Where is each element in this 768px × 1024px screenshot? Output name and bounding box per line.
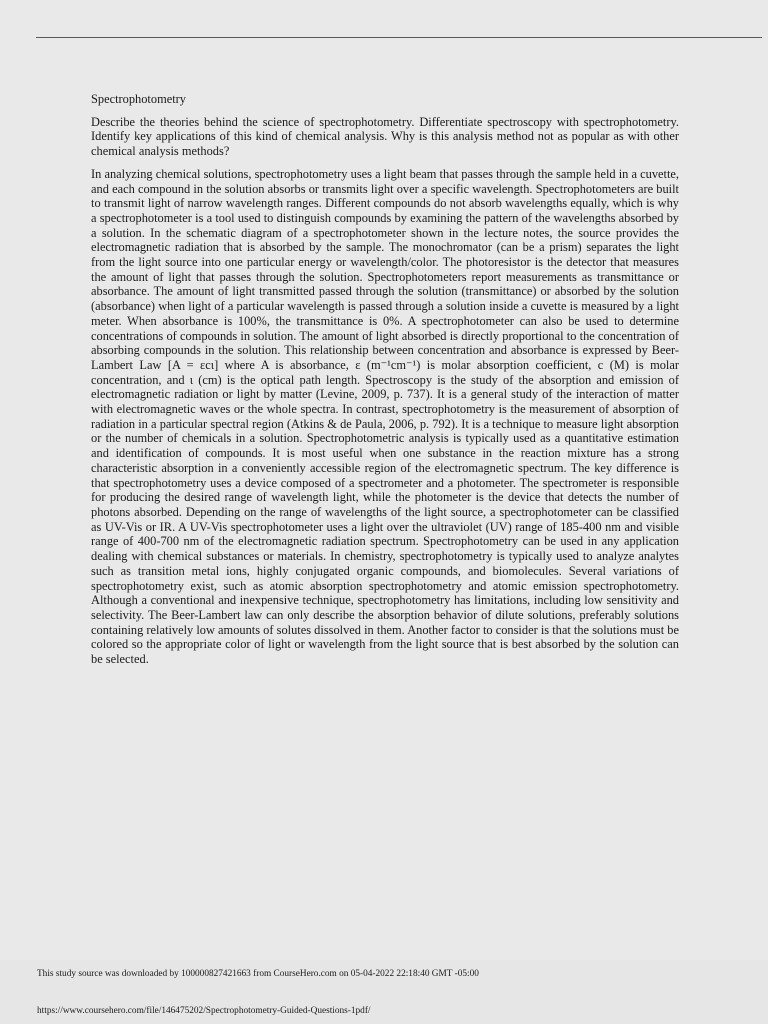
document-body (91, 92, 679, 667)
question-paragraph: Describe the theories behind the science of spectrophotometry. Differentiate spectroscopy with spectrophotometry. Identify key applications of this kind of chemical analysis. Why is this analysis method not as popular as with other chemical analysis methods? (91, 114, 679, 159)
answer-paragraph: In analyzing chemical solutions, spectrophotometry uses a light beam that passes through the sample held in a cuvette, and each compound in the solution absorbs or transmits light over a specific wavelength. Spectrophotometers are built to transmit light of narrow wavelength ranges. Different compounds do not absorb wavelengths equally, which is why a spectrophotometer is a tool used to distinguish compounds by examining the pattern of the wavelengths absorbed by a solution. In the schematic diagram of a spectrophotometer shown in the lecture notes, the source provides the electromagnetic radiation that is absorbed by the sample. The monochromator (can be a prism) separates the light from the light source into one particular energy or wavelength/color. The photoresistor is the detector that measures the amount of light that passes through the solution. Spectrophotometers report measurements as transmittance or absorbance. The amount of light transmitted passed through the solution (transmittance) or absorbed by the solution (absorbance) when light of a particular wavelength is passed through a solution inside a cuvette is measured by a light meter. When absorbance is 100%, the transmittance is 0%. A spectrophotometer can also be used to determine concentrations of compounds in solution. The amount of light absorbed is directly proportional to the concentration of absorbing compounds in the solution. This relationship between concentration and absorbance is expressed by Beer-Lambert Law [A = εcι] where A is absorbance, ε (m⁻¹cm⁻¹) is molar absorption coefficient, c (M) is molar concentration, and ι (cm) is the optical path length. Spectroscopy is the study of the absorption and emission of electromagnetic radiation or light by matter (Levine, 2009, p. 737). It is a general study of the interaction of matter with electromagnetic waves or the whole spectra. In contrast, spectrophotometry is the measurement of absorption of radiation in a particular spectral region (Atkins & de Paula, 2006, p. 792). It is a technique to measure light absorption or the number of chemicals in a solution. Spectrophotometric analysis is typically used as a quantitative estimation and identification of compounds. It is most useful when one substance in the reaction mixture has a strong characteristic absorption in a conveniently accessible region of the electromagnetic spectrum. The key difference is that spectrophotometry uses a device composed of a spectrometer and a photometer. The spectrometer is responsible for producing the desired range of wavelength light, while the photometer is the device that detects the number of photons absorbed. Depending on the range of wavelengths of the light source, a spectrophotometer can be classified as UV-Vis or IR. A UV-Vis spectrophotometer uses a light over the ultraviolet (UV) range of 185-400 nm and visible range of 400-700 nm of the electromagnetic radiation spectrum. Spectrophotometry can be used in any application dealing with chemical substances or materials. In chemistry, spectrophotometry is typically used to analyze analytes such as transition metal ions, highly conjugated organic compounds, and biomolecules. Several variations of spectrophotometry exist, such as atomic absorption spectrophotometry and atomic emission spectrophotometry. Although a conventional and inexpensive technique, spectrophotometry has limitations, including low sensitivity and selectivity. The Beer-Lambert law can only describe the absorption behavior of dilute solutions, preferably solutions containing relatively low amounts of solutes dissolved in them. Another factor to consider is that the solutions must be colored so the appropriate color of light or wavelength from the light source that is best absorbed by the solution can be selected. (91, 166, 679, 667)
download-notice: This study source was downloaded by 100000827421663 from CourseHero.com on 05-04-2022 22:18:40 GMT -05:00 (37, 969, 479, 979)
source-url-link[interactable]: https://www.coursehero.com/file/146475202/Spectrophotometry-Guided-Questions-1pdf/ (37, 1006, 371, 1016)
top-divider (36, 37, 762, 38)
document-title: Spectrophotometry (91, 92, 186, 106)
